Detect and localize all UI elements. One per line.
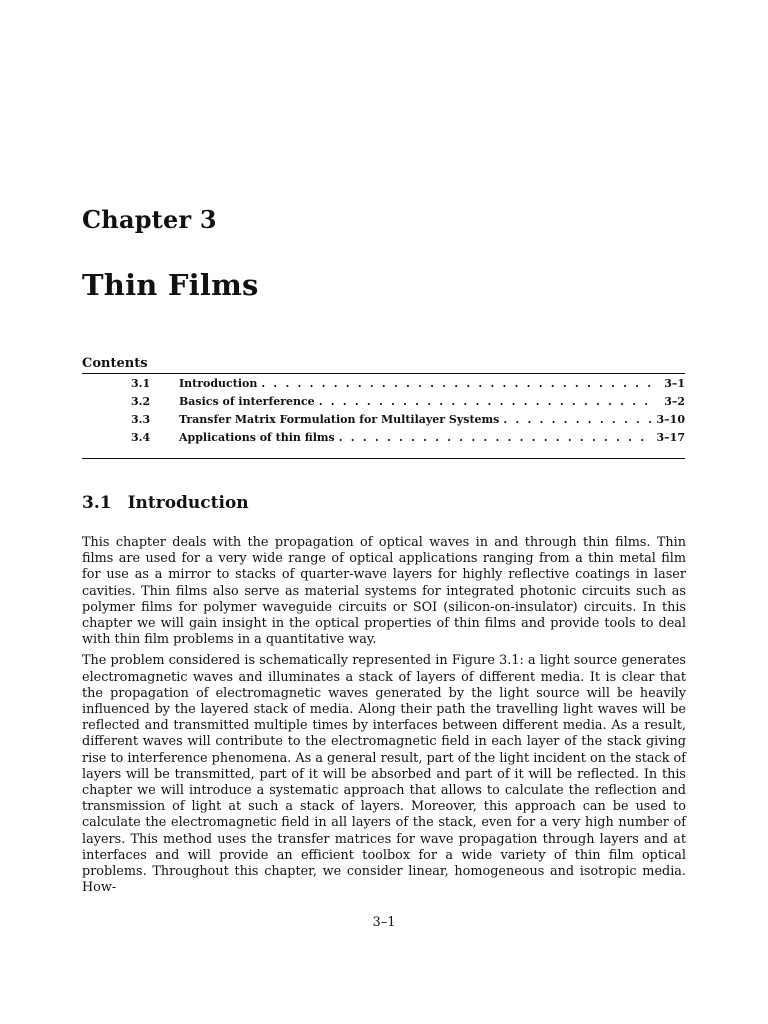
toc-entry-title: Transfer Matrix Formulation for Multilayer Systems xyxy=(179,413,500,426)
toc-entry-introduction[interactable] xyxy=(82,377,685,395)
paragraph: This chapter deals with the propagation of optical waves in and through thin films. Thin films are used for a very wide range of optical applications ranging from a thin metal film for use as a mirror to stacks of quarter-wave layers for highly reflective coatings in laser cavities. Thin films also serve as material systems for integrated photonic circuits such as polymer films for polymer waveguide circuits or SOI (silicon-on-insulator) circuits. In this chapter we will gain insight in the optical properties of thin films and provide tools to deal with thin film problems in a quantitative way. xyxy=(82,535,686,648)
toc-entry-page: 3–10 xyxy=(656,413,685,426)
toc-entry-basics-of-interference[interactable] xyxy=(82,395,685,413)
toc-leader-dots xyxy=(503,413,652,426)
toc-entry-page: 3–1 xyxy=(664,377,685,390)
toc-entry-page: 3–17 xyxy=(656,431,685,444)
toc-leader-dots xyxy=(261,377,655,390)
section-body xyxy=(82,535,686,901)
toc-entry-number: 3.1 xyxy=(131,377,151,390)
section-number: 3.1 xyxy=(82,493,112,513)
toc-entry-applications[interactable] xyxy=(82,431,685,449)
toc-top-rule xyxy=(82,373,685,374)
section-heading xyxy=(82,493,249,513)
chapter-label: Chapter 3 xyxy=(82,205,217,234)
toc-entry-number: 3.2 xyxy=(131,395,151,408)
toc-entry-number: 3.3 xyxy=(131,413,151,426)
toc-heading: Contents xyxy=(82,356,148,371)
toc-entry-title: Applications of thin films xyxy=(179,431,335,444)
page-number: 3–1 xyxy=(372,915,396,930)
toc-entry-page: 3–2 xyxy=(664,395,685,408)
table-of-contents xyxy=(82,356,685,459)
toc-entry-number: 3.4 xyxy=(131,431,151,444)
section-title: Introduction xyxy=(127,493,249,513)
paragraph: The problem considered is schematically represented in Figure 3.1: a light source generates electromagnetic waves and illuminates a stack of layers of different media. It is clear that the propagation of electromagnetic waves generated by the light source will be heavily influenced by the layered stack of media. Along their path the travelling light waves will be reflected and transmitted multiple times by interfaces between different media. As a result, different waves will contribute to the electromagnetic field in each layer of the stack giving rise to interference phenomena. As a general result, part of the light incident on the stack of layers will be transmitted, part of it will be absorbed and part of it will be reflected. In this chapter we will introduce a systematic approach that allows to calculate the reflection and transmission of light at such a stack of layers. Moreover, this approach can be used to calculate the electromagnetic field in all layers of the stack, even for a very high number of layers. This method uses the transfer matrices for wave propagation through layers and at interfaces and will provide an efficient toolbox for a wide variety of thin film optical problems. Throughout this chapter, we consider linear, homogeneous and isotropic media. How- xyxy=(82,653,686,896)
toc-entry-title: Introduction xyxy=(179,377,258,390)
toc-bottom-rule xyxy=(82,458,685,459)
toc-leader-dots xyxy=(339,431,653,444)
chapter-title: Thin Films xyxy=(82,268,259,302)
toc-entry-title: Basics of interference xyxy=(179,395,315,408)
toc-leader-dots xyxy=(319,395,655,408)
toc-entry-transfer-matrix[interactable] xyxy=(82,413,685,431)
